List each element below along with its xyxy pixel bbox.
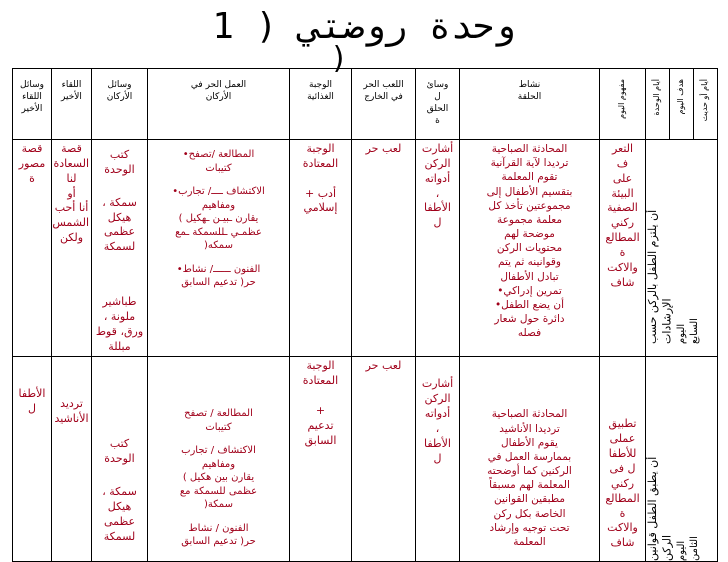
row1-corner-tools	[92, 140, 148, 357]
row2-circle-tools: أشارت الركن أدواته ، الأطفا ل	[416, 357, 460, 562]
header-corners: العمل الحر في الأركان	[148, 69, 290, 140]
row1-last-meet-tools: قصة مصور ة	[13, 140, 52, 357]
row1-day: اليوم السابع	[675, 318, 700, 344]
row2-outdoor: لعب حر	[352, 357, 416, 562]
header-last-meet-tools: وسائل اللقاء الأخير	[13, 69, 52, 140]
header-corner-tools: وسائل الأركان	[92, 69, 148, 140]
row1-tool-books: كتب الوحدة	[104, 148, 135, 176]
unit-plan-table	[12, 68, 718, 562]
row2-circle: المحادثة الصباحية ترديدا الأناشيد يقوم الأطفال بممارسة العمل في الركنين كما أوضحته المعلمة لهم مسبقاً مطبقين القوانين الخاصة بكل ركن تحت توجيه وإرشاد المعلمة	[460, 357, 600, 562]
header-days: أيام أو حديث	[694, 69, 718, 140]
row1-concept: التعر ف على البيئة الصفية ركني المطالع ة والاكت شاف	[600, 140, 646, 357]
header-row	[13, 69, 718, 140]
row2-day: اليوم الثامن	[675, 536, 700, 562]
row1-tool-chalk: طباشير ملونة ، ورق، قوط مبللة	[95, 295, 144, 353]
row2-last-meet: ترديد الأناشيد	[52, 357, 92, 562]
header-unit-days: أيام الوحدة	[646, 69, 670, 140]
row2-goal: أن يطبق الطفل قوانين الركن	[646, 457, 674, 562]
header-circle-tools: وسائ ل الحلق ة	[416, 69, 460, 140]
header-last-meet: اللقاء الأخير	[52, 69, 92, 140]
row2-corner-tools	[92, 357, 148, 562]
row1-goal: أن يلتزم الطفل بالركن حسب الإرشادات	[646, 209, 674, 344]
row2-corner-arts: الفنون / نشاط حر( تدعيم السابق	[181, 522, 256, 548]
row2-meal: الوجبة المعتادة + تدعيم السابق	[290, 357, 352, 562]
row1-circle-tools: أشارت الركن أدواته ، الأطفا ل	[416, 140, 460, 357]
page-title: وحدة روضتي ( 1	[212, 6, 516, 47]
header-meal: الوجبة الغذائية	[290, 69, 352, 140]
table-row	[13, 357, 718, 562]
row2-concept: تطبيق عملى للأطفا ل فى ركني المطالع ة والاكت شاف	[600, 357, 646, 562]
row2-corner-reading: المطالعة / تصفح كتيبات	[184, 408, 253, 433]
row1-corner-arts: الفنون ــــــ/ نشاط• حر( تدعيم السابق	[176, 263, 261, 288]
row1-corners	[148, 140, 290, 357]
header-concept: مفهوم اليوم	[600, 69, 646, 140]
row2-tool-fish: سمكة ، هيكل عظمى لسمكة	[102, 485, 137, 543]
row1-meal: الوجبة المعتادة أدب + إسلامي	[290, 140, 352, 357]
row1-circle: المحادثة الصباحية ترديدا لآية القرآنية تقوم المعلمة بتقسيم الأطفال إلى مجموعتين تأخذ كل معلمة مجموعة موضحة لهم محتويات الركن وقوانينه ثم يتم تبادل الأطفال تمرين إدراكي• أن يضع الطفل• دائرة حول شعار فصله	[460, 140, 600, 357]
title-closing-paren: )	[330, 41, 349, 76]
header-goal: هدف اليوم	[670, 69, 694, 140]
row1-outdoor: لعب حر	[352, 140, 416, 357]
row1-day-goal	[646, 140, 718, 357]
row1-tool-fish: سمكة ، هيكل عظمى لسمكة	[102, 195, 137, 254]
row2-corners	[148, 357, 290, 562]
row1-last-meet: قصة السعادة لنا أو أنا أحب الشمس ولكن	[52, 140, 92, 357]
row2-corner-discovery: الاكتشاف / تجارب ومفاهيم يقارن بين هكيل ) عظمى للسمكة مع سمكة(	[179, 445, 258, 511]
row1-corner-discovery: الاكتشاف ــــ/ تجارب• ومفاهيم يقارن ـبيـن ـهكيل ) عظمـي ـللسمكة ـمع سمكه(	[172, 186, 265, 251]
header-circle: نشاط الحلقة	[460, 69, 600, 140]
row2-tool-books: كتب الوحدة	[104, 437, 135, 466]
row2-last-meet-tools: الأطفا ل	[13, 357, 52, 562]
row1-corner-reading: المطالعة /تصفح• كتيبات	[182, 149, 255, 174]
table-row	[13, 140, 718, 357]
row2-day-goal	[646, 357, 718, 562]
header-outdoor: اللعب الحر في الخارج	[352, 69, 416, 140]
